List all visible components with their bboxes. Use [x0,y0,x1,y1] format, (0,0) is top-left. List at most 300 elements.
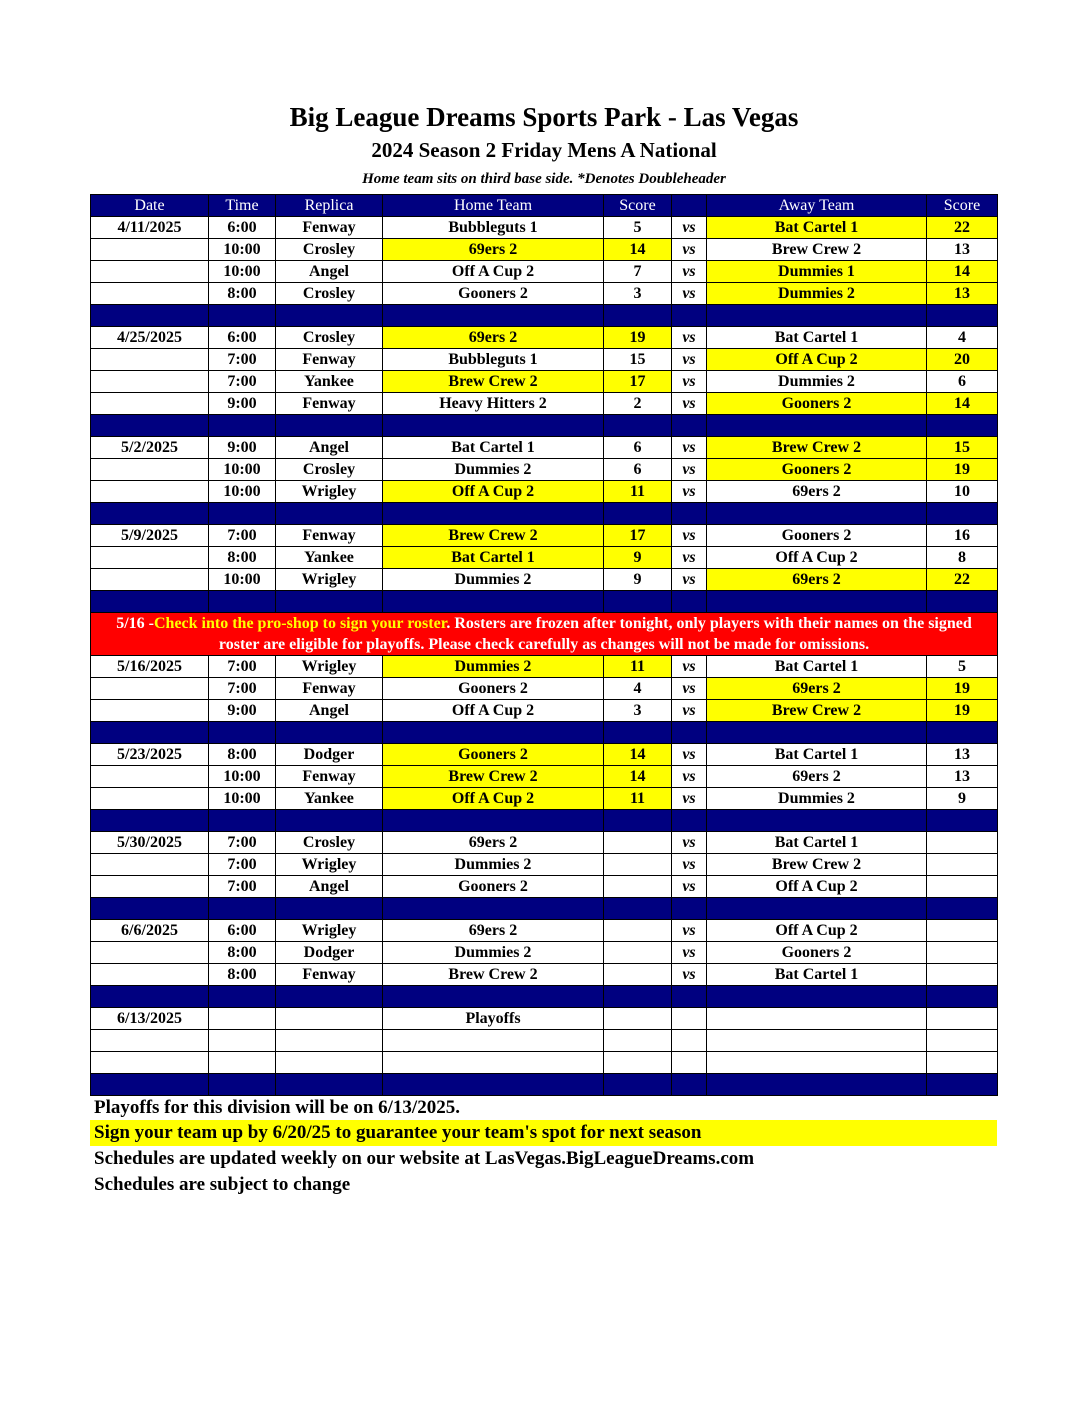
vs-label: vs [672,525,707,547]
home-team: Gooners 2 [383,876,604,898]
game-row [91,393,998,415]
week-separator-row [91,722,998,744]
home-score [604,1030,672,1052]
home-team: Off A Cup 2 [383,700,604,722]
separator-cell [604,810,672,832]
separator-cell [91,305,209,327]
away-team [707,1008,927,1030]
home-score: 3 [604,283,672,305]
away-score: 6 [927,371,998,393]
game-date [91,547,209,569]
game-field: Dodger [276,942,383,964]
away-score [927,964,998,986]
away-team: Brew Crew 2 [707,854,927,876]
game-row [91,678,998,700]
game-time: 10:00 [209,569,276,591]
game-time: 7:00 [209,371,276,393]
away-team: Brew Crew 2 [707,700,927,722]
game-field: Fenway [276,964,383,986]
vs-label: vs [672,217,707,239]
separator-cell [91,810,209,832]
game-row [91,766,998,788]
separator-cell [707,1074,927,1096]
game-date [91,393,209,415]
vs-label: vs [672,261,707,283]
separator-cell [91,898,209,920]
vs-label [672,1052,707,1074]
home-score [604,942,672,964]
separator-cell [209,305,276,327]
away-team: Brew Crew 2 [707,239,927,261]
separator-cell [383,898,604,920]
game-date: 5/2/2025 [91,437,209,459]
separator-cell [707,986,927,1008]
game-date [91,239,209,261]
separator-cell [707,503,927,525]
separator-cell [604,415,672,437]
separator-cell [276,1074,383,1096]
vs-label: vs [672,437,707,459]
game-date [91,788,209,810]
week-separator-row [91,810,998,832]
game-time: 10:00 [209,481,276,503]
separator-cell [604,1074,672,1096]
game-field: Crosley [276,459,383,481]
separator-cell [383,503,604,525]
separator-cell [383,810,604,832]
game-field: Crosley [276,327,383,349]
game-row [91,854,998,876]
game-row [91,547,998,569]
away-team: Bat Cartel 1 [707,656,927,678]
game-time: 7:00 [209,349,276,371]
week-separator-row [91,415,998,437]
game-field: Crosley [276,832,383,854]
away-score: 13 [927,239,998,261]
notice-text: . Rosters are frozen after tonight, only players with their names on the signed roster are eligible for playoffs. Please check carefully as changes will not be made for omissions. [218,615,972,653]
home-team: Brew Crew 2 [383,371,604,393]
home-team: Bubbleguts 1 [383,217,604,239]
vs-label: vs [672,656,707,678]
separator-cell [209,591,276,613]
week-separator-row [91,503,998,525]
away-team: Bat Cartel 1 [707,832,927,854]
away-team: Dummies 1 [707,261,927,283]
home-score: 15 [604,349,672,371]
roster-notice [91,613,998,656]
game-row [91,744,998,766]
away-team: Off A Cup 2 [707,876,927,898]
game-field: Angel [276,876,383,898]
separator-cell [276,591,383,613]
schedule-body [91,217,998,1096]
week-separator-row [91,305,998,327]
game-row [91,700,998,722]
home-score: 9 [604,569,672,591]
separator-cell [604,898,672,920]
separator-cell [707,898,927,920]
game-field: Wrigley [276,656,383,678]
vs-label [672,1008,707,1030]
home-team: Bat Cartel 1 [383,437,604,459]
away-team: Bat Cartel 1 [707,327,927,349]
game-field: Fenway [276,766,383,788]
home-team: Gooners 2 [383,744,604,766]
separator-cell [927,1074,998,1096]
game-date: 6/13/2025 [91,1008,209,1030]
home-score [604,964,672,986]
home-team: Dummies 2 [383,942,604,964]
away-score [927,1008,998,1030]
separator-cell [209,503,276,525]
schedule-table [90,194,998,1096]
vs-label: vs [672,854,707,876]
away-score [927,1052,998,1074]
separator-cell [91,503,209,525]
vs-label: vs [672,942,707,964]
game-time: 10:00 [209,261,276,283]
home-score: 2 [604,393,672,415]
game-field: Fenway [276,217,383,239]
notice-highlight: Check into the pro-shop to sign your roster [154,615,447,632]
separator-cell [276,722,383,744]
away-score [927,832,998,854]
home-team: Gooners 2 [383,283,604,305]
game-field: Fenway [276,393,383,415]
home-score: 14 [604,744,672,766]
game-row [91,327,998,349]
vs-label: vs [672,700,707,722]
away-team: 69ers 2 [707,678,927,700]
game-time: 10:00 [209,459,276,481]
page-subtitle: 2024 Season 2 Friday Mens A National [371,138,717,162]
away-score: 5 [927,656,998,678]
vs-label: vs [672,832,707,854]
home-team: Bat Cartel 1 [383,547,604,569]
game-time: 8:00 [209,942,276,964]
separator-cell [383,305,604,327]
separator-cell [383,415,604,437]
vs-label: vs [672,744,707,766]
away-score: 22 [927,569,998,591]
game-time: 8:00 [209,964,276,986]
game-row [91,459,998,481]
column-header-away-score: Score [927,195,998,217]
separator-cell [209,1074,276,1096]
home-team: 69ers 2 [383,920,604,942]
vs-label: vs [672,569,707,591]
game-date [91,766,209,788]
game-date [91,854,209,876]
game-field: Angel [276,261,383,283]
game-row [91,876,998,898]
separator-cell [91,415,209,437]
away-score: 13 [927,283,998,305]
away-score: 19 [927,678,998,700]
signup-note: Sign your team up by 6/20/25 to guarantee your team's spot for next season [90,1120,997,1146]
game-row [91,832,998,854]
away-score: 19 [927,700,998,722]
game-time: 7:00 [209,876,276,898]
away-team: Dummies 2 [707,283,927,305]
separator-cell [604,503,672,525]
away-score: 9 [927,788,998,810]
away-score: 14 [927,261,998,283]
column-header-home-score: Score [604,195,672,217]
game-field [276,1052,383,1074]
away-score: 8 [927,547,998,569]
home-team: 69ers 2 [383,832,604,854]
separator-cell [91,986,209,1008]
away-score: 13 [927,744,998,766]
game-row [91,1008,998,1030]
vs-label: vs [672,920,707,942]
vs-label: vs [672,393,707,415]
separator-cell [927,810,998,832]
home-score: 17 [604,525,672,547]
game-date [91,678,209,700]
game-time: 7:00 [209,525,276,547]
schedule-note: Home team sits on third base side. *Denotes Doubleheader [362,171,726,187]
game-time: 8:00 [209,744,276,766]
game-date: 4/11/2025 [91,217,209,239]
home-team: Dummies 2 [383,854,604,876]
away-score: 14 [927,393,998,415]
home-score: 11 [604,481,672,503]
home-team: Off A Cup 2 [383,788,604,810]
separator-cell [209,722,276,744]
separator-cell [672,415,707,437]
separator-cell [927,591,998,613]
game-field: Wrigley [276,569,383,591]
game-field: Angel [276,700,383,722]
game-date: 5/23/2025 [91,744,209,766]
game-time: 7:00 [209,832,276,854]
separator-cell [276,986,383,1008]
away-score: 19 [927,459,998,481]
game-date [91,481,209,503]
away-team: Dummies 2 [707,788,927,810]
game-field: Angel [276,437,383,459]
game-date [91,964,209,986]
game-date [91,371,209,393]
week-separator-row [91,591,998,613]
game-time [209,1052,276,1074]
game-row [91,525,998,547]
home-score: 14 [604,766,672,788]
separator-cell [604,722,672,744]
column-header-vs [672,195,707,217]
game-date [91,1030,209,1052]
separator-cell [91,591,209,613]
game-time: 10:00 [209,766,276,788]
away-score: 13 [927,766,998,788]
separator-cell [707,591,927,613]
separator-cell [927,305,998,327]
separator-cell [672,591,707,613]
game-date [91,283,209,305]
game-date [91,700,209,722]
game-time: 7:00 [209,678,276,700]
separator-cell [276,305,383,327]
home-score: 17 [604,371,672,393]
game-field: Yankee [276,788,383,810]
away-team: Gooners 2 [707,459,927,481]
away-team: 69ers 2 [707,481,927,503]
separator-cell [672,986,707,1008]
separator-cell [672,810,707,832]
away-score [927,920,998,942]
game-row [91,349,998,371]
table-header-row [91,195,998,217]
game-row [91,920,998,942]
away-team: Dummies 2 [707,371,927,393]
home-score [604,854,672,876]
home-team [383,1052,604,1074]
home-score [604,1052,672,1074]
separator-cell [604,305,672,327]
separator-cell [672,898,707,920]
game-field: Yankee [276,371,383,393]
home-team: Dummies 2 [383,459,604,481]
away-team [707,1030,927,1052]
separator-cell [383,986,604,1008]
away-score [927,942,998,964]
game-field [276,1008,383,1030]
away-score: 15 [927,437,998,459]
game-time: 6:00 [209,920,276,942]
away-score: 4 [927,327,998,349]
away-team: Off A Cup 2 [707,920,927,942]
home-team: Dummies 2 [383,569,604,591]
game-date: 5/9/2025 [91,525,209,547]
separator-cell [91,722,209,744]
home-team: Gooners 2 [383,678,604,700]
away-team: Bat Cartel 1 [707,964,927,986]
vs-label: vs [672,349,707,371]
home-score: 6 [604,459,672,481]
column-header-time: Time [209,195,276,217]
column-header-home-team: Home Team [383,195,604,217]
separator-cell [672,503,707,525]
separator-cell [672,305,707,327]
away-score [927,876,998,898]
away-team: Gooners 2 [707,393,927,415]
game-row [91,964,998,986]
game-row [91,1030,998,1052]
separator-cell [672,722,707,744]
separator-cell [209,810,276,832]
away-team: Gooners 2 [707,942,927,964]
vs-label: vs [672,371,707,393]
game-row [91,217,998,239]
game-time: 9:00 [209,437,276,459]
separator-cell [209,986,276,1008]
vs-label: vs [672,964,707,986]
away-team: Bat Cartel 1 [707,217,927,239]
vs-label: vs [672,283,707,305]
game-field: Wrigley [276,854,383,876]
away-score [927,854,998,876]
game-row [91,942,998,964]
separator-cell [383,1074,604,1096]
vs-label: vs [672,766,707,788]
game-field: Yankee [276,547,383,569]
home-team: Bubbleguts 1 [383,349,604,371]
game-date: 4/25/2025 [91,327,209,349]
away-team: 69ers 2 [707,569,927,591]
game-field: Fenway [276,349,383,371]
game-time: 8:00 [209,547,276,569]
away-score: 10 [927,481,998,503]
column-header-replica: Replica [276,195,383,217]
separator-cell [707,415,927,437]
game-row [91,437,998,459]
notice-prefix: 5/16 - [116,615,154,632]
game-row [91,481,998,503]
home-score [604,1008,672,1030]
game-field: Fenway [276,525,383,547]
separator-cell [707,810,927,832]
away-team: Off A Cup 2 [707,547,927,569]
column-header-away-team: Away Team [707,195,927,217]
home-score: 4 [604,678,672,700]
home-team: 69ers 2 [383,327,604,349]
separator-cell [209,898,276,920]
home-score: 9 [604,547,672,569]
separator-cell [604,986,672,1008]
home-score [604,876,672,898]
game-row [91,1052,998,1074]
vs-label: vs [672,459,707,481]
vs-label: vs [672,239,707,261]
game-date [91,876,209,898]
separator-cell [604,591,672,613]
separator-cell [927,898,998,920]
week-separator-row [91,1074,998,1096]
game-field: Fenway [276,678,383,700]
game-date [91,1052,209,1074]
game-field: Wrigley [276,481,383,503]
home-team: Brew Crew 2 [383,525,604,547]
separator-cell [927,503,998,525]
home-score: 5 [604,217,672,239]
home-team: Playoffs [383,1008,604,1030]
home-team: Brew Crew 2 [383,766,604,788]
game-row [91,283,998,305]
home-score: 11 [604,656,672,678]
home-score: 14 [604,239,672,261]
home-score [604,920,672,942]
separator-cell [276,898,383,920]
home-team: 69ers 2 [383,239,604,261]
home-score: 11 [604,788,672,810]
home-score: 7 [604,261,672,283]
game-field [276,1030,383,1052]
game-time: 10:00 [209,239,276,261]
game-time: 8:00 [209,283,276,305]
vs-label: vs [672,547,707,569]
game-date [91,261,209,283]
game-row [91,239,998,261]
home-team: Off A Cup 2 [383,481,604,503]
home-team: Off A Cup 2 [383,261,604,283]
away-team: 69ers 2 [707,766,927,788]
game-field: Dodger [276,744,383,766]
game-row [91,569,998,591]
away-team: Off A Cup 2 [707,349,927,371]
home-score: 6 [604,437,672,459]
